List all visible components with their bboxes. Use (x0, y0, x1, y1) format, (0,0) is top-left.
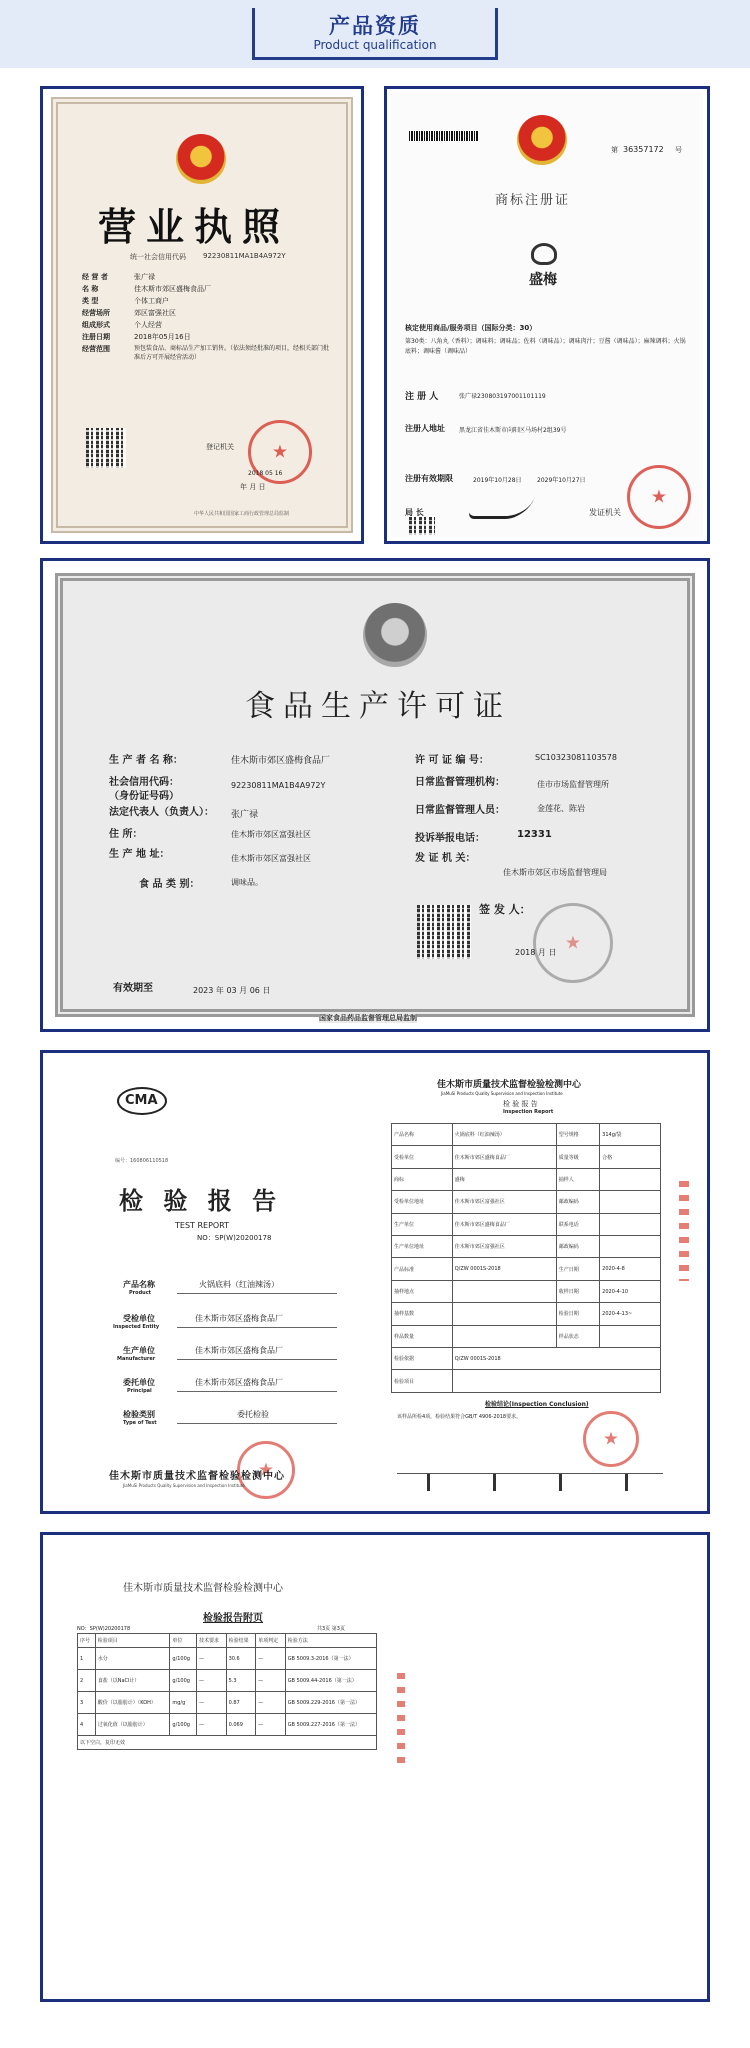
rep: 张广禄 (231, 810, 259, 820)
license-row-value: 个体工商户 (134, 297, 169, 305)
section-header (0, 0, 750, 68)
registration-authority: 登记机关 (206, 443, 234, 451)
attachment-title: 检验报告附页 (203, 1613, 263, 1624)
goods-list: 第30类：八角丸（香料）；调味料；调味品；佐料（调味品）；调味肉汁；豆酱（调味品）；麻辣调料；火锅底料；调味酱（调味品） (405, 338, 686, 355)
red-mark-icon (397, 1673, 405, 1763)
report-row-label-en: Principal (127, 1388, 152, 1394)
report-row-label-en: Manufacturer (117, 1356, 156, 1362)
residence: 佳木斯市郊区富强社区 (231, 830, 311, 839)
license-title: 营业执照 (98, 204, 291, 249)
qr-code-icon (409, 517, 435, 535)
credit-label: 社会信用代码： (109, 777, 179, 788)
table-cell: GB 5009.3-2016（第一法） (285, 1648, 376, 1670)
table-header (78, 1634, 377, 1648)
report-row-label: 受检单位 (123, 1314, 155, 1323)
signature-row-icon (397, 1473, 663, 1491)
license-row (82, 344, 342, 374)
report-row-value: 佳木斯市郊区盛梅食品厂 (195, 1314, 283, 1323)
license-row (82, 284, 342, 296)
brand-name: 盛梅 (529, 272, 557, 288)
address-label: 生 产 地 址： (109, 849, 170, 860)
table-row (78, 1670, 377, 1692)
food-permit-title: 食品生产许可证 (245, 689, 511, 724)
report-row-label: 产品名称 (123, 1280, 155, 1289)
report-title: 检 验 报 告 (119, 1186, 283, 1215)
license-row (82, 308, 342, 320)
license-rows (82, 272, 342, 374)
food-permit-frame (40, 558, 710, 1032)
table-cell: 1 (78, 1648, 96, 1670)
staff: 金莲花、陈岩 (537, 804, 585, 813)
license-footer: 中华人民共和国国家工商行政管理总局监制 (194, 511, 290, 517)
report-row-label-en: Type of Test (123, 1420, 157, 1426)
address-label: 注册人地址 (405, 424, 445, 433)
license-row (82, 296, 342, 308)
official-seal-icon (583, 1411, 639, 1467)
license-row-label: 名 称 (82, 285, 99, 293)
license-row-value: 郊区富强社区 (134, 309, 176, 317)
table-cell: g/100g (170, 1648, 197, 1670)
address: 佳木斯市郊区富强社区 (231, 854, 311, 863)
agency: 佳市市场监督管理所 (537, 780, 609, 789)
table-cell: 2 (78, 1670, 96, 1692)
table-cell: 30.6 (226, 1648, 256, 1670)
report-row-label: 委托单位 (123, 1378, 155, 1387)
attachment-org: 佳木斯市质量技术监督检验检测中心 (123, 1583, 283, 1594)
director-label: 局 长 (405, 508, 424, 517)
issuer: 佳木斯市郊区市场监督管理局 (503, 868, 607, 877)
valid-to: 2029年10月27日 (537, 477, 586, 484)
trademark-number: 36357172 (623, 145, 664, 154)
valid-label: 注册有效期限 (405, 474, 453, 483)
license-row-label: 类 型 (82, 297, 99, 305)
brand-logo-icon (531, 243, 557, 265)
conclusion: 该样品所检4项，检验结果符合GB/T 4906-2018要求。 (397, 1414, 522, 1420)
section-title: 产品资质 (329, 14, 421, 38)
national-emblem-icon (176, 134, 226, 184)
license-row-value: 张广禄 (134, 273, 155, 281)
table-end-note: 以下空白，复印无效 (78, 1736, 377, 1750)
result-table: 产品名称 火锅底料（红油辣汤） 型号规格 314g/袋 受检单位 佳木斯市郊区盛梅食品厂 质量等级 合格 商标 盛梅 抽样人 受检单位地址 佳木斯市郊区富强社区 邮政编码 生产单位 佳木斯市郊区盛梅食品厂 联系电话 生产单位地址 佳木斯市郊区富强社区 邮政编码 产品标准 Q/ZW 0001S-2018 生产日期 2020-4-8 抽样地点 收样日期 2020-4-10 抽样基数 检验日期 2020-4-13~ 样品数量 样品状态 检验依据 Q/ZW 0001S-2018 检验项目 (391, 1123, 661, 1393)
hotline: 12331 (517, 829, 552, 840)
divider (177, 1327, 337, 1328)
table-cell: GB 5009.227-2016（第一法） (285, 1714, 376, 1736)
license-row-value: 2018年05月16日 (134, 333, 191, 341)
goods-label: 核定使用商品/服务项目（国际分类：30） (405, 324, 537, 332)
report-no-small: 编号：160806110518 (115, 1158, 169, 1164)
barcode-icon (409, 131, 479, 141)
table-cell: 0.069 (226, 1714, 256, 1736)
credit: 92230811MA1B4A972Y (231, 781, 326, 790)
license-row-label: 经营范围 (82, 345, 110, 353)
table-cell: g/100g (170, 1714, 197, 1736)
report-title-en: TEST REPORT (175, 1221, 230, 1230)
category: 调味品。 (231, 878, 263, 887)
trademark-number-label: 第 (611, 146, 618, 154)
license-row-label: 经营场所 (82, 309, 110, 317)
permit-no-label: 许 可 证 编 号： (415, 755, 489, 766)
column-header: 序号 (78, 1634, 96, 1648)
table-cell: 3 (78, 1692, 96, 1714)
table-cell: 水分 (95, 1648, 170, 1670)
official-seal-icon (627, 465, 691, 529)
table-cell: — (197, 1670, 227, 1692)
business-license-paper (51, 97, 353, 533)
column-header: 检验方法 (285, 1634, 376, 1648)
license-row (82, 332, 342, 344)
table-cell: mg/g (170, 1692, 197, 1714)
trademark-number-suffix: 号 (675, 146, 682, 154)
column-header: 单项判定 (256, 1634, 286, 1648)
national-emblem-icon (517, 115, 567, 165)
table-cell: 过氧化值（以脂肪计） (95, 1714, 170, 1736)
divider (177, 1293, 337, 1294)
report-row-value: 委托检验 (237, 1410, 269, 1419)
license-credit-code: 92230811MA1B4A972Y (203, 252, 286, 260)
table-cell: 4 (78, 1714, 96, 1736)
table-cell: 食盐（以NaCl计） (95, 1670, 170, 1692)
table-row (78, 1736, 377, 1750)
license-row-value: 个人经营 (134, 321, 162, 329)
license-date: 2018 05 16 (248, 470, 283, 477)
attachment-frame (40, 1532, 710, 2002)
license-row-value: 预包装食品、商标品生产加工销售。（依法须经批准的项目，经相关部门批准后方可开展经营活动） (134, 345, 330, 361)
food-permit-paper (55, 573, 695, 1022)
rep-label: 法定代表人（负责人）： (109, 807, 214, 818)
license-row-label: 注册日期 (82, 333, 110, 341)
license-date-units: 年 月 日 (240, 483, 266, 491)
registrant-label: 注 册 人 (405, 392, 439, 402)
license-row (82, 320, 342, 332)
table-cell: 酸价（以脂肪计）（KOH） (95, 1692, 170, 1714)
table-row (78, 1714, 377, 1736)
table-cell: GB 5009.44-2016（第一法） (285, 1670, 376, 1692)
divider (177, 1359, 337, 1360)
official-seal-icon (533, 903, 613, 983)
residence-label: 住 所： (109, 829, 143, 840)
table-cell: — (256, 1670, 286, 1692)
table-cell: — (197, 1648, 227, 1670)
table-cell: 5.3 (226, 1670, 256, 1692)
attachment-table (77, 1633, 377, 1750)
valid-date: 2023 年 03 月 06 日 (193, 986, 271, 995)
permit-footer: 国家食品药品监督管理总局监制 (319, 1014, 417, 1022)
valid-label: 有效期至 (113, 983, 153, 994)
report-row-label: 生产单位 (123, 1346, 155, 1355)
org-footer: 佳木斯市质量技术监督检验检测中心 (109, 1471, 285, 1482)
issuer-label: 发 证 机 关： (415, 853, 476, 864)
table-cell: — (256, 1692, 286, 1714)
report-row-value: 火锅底料（红油辣汤） (199, 1280, 279, 1289)
table-cell: g/100g (170, 1670, 197, 1692)
table-cell: GB 5009.229-2016（第一法） (285, 1692, 376, 1714)
report-no: NO：SP(W)20200178 (197, 1234, 272, 1242)
column-header: 单位 (170, 1634, 197, 1648)
license-row-label: 组成形式 (82, 321, 110, 329)
column-header: 检验项目 (95, 1634, 170, 1648)
org-footer-en: JiaMuSi Products Quality Supervision and Inspection Institute (123, 1483, 245, 1488)
table-row (78, 1648, 377, 1670)
business-license-frame (40, 86, 364, 544)
trademark-title: 商标注册证 (495, 193, 571, 208)
table-cell: — (256, 1714, 286, 1736)
credit-sub: （身份证号码） (109, 791, 179, 802)
table-cell: — (197, 1692, 227, 1714)
attachment-paper (51, 1543, 699, 1991)
license-credit-label: 统一社会信用代码 (130, 253, 186, 261)
license-row-label: 经 营 者 (82, 273, 108, 281)
issuer: 发证机关 (589, 508, 621, 517)
hotline-label: 投诉举报电话： (415, 833, 485, 844)
national-emblem-icon (363, 603, 427, 667)
staff-label: 日常监督管理人员： (415, 805, 505, 816)
test-report-frame (40, 1050, 710, 1514)
table-cell: — (197, 1714, 227, 1736)
right-org-en: JiaMuSi Products Quality Supervision and Inspection Institute (441, 1091, 563, 1096)
category-label: 食 品 类 别： (139, 879, 200, 890)
license-row (82, 272, 342, 284)
section-subtitle: Product qualification (313, 38, 437, 52)
signer-label: 签 发 人： (479, 903, 531, 916)
valid-from: 2019年10月28日 (473, 477, 522, 484)
test-report-result-page (383, 1061, 703, 1503)
right-title-en: Inspection Report (503, 1109, 554, 1115)
test-report-cover (51, 1061, 371, 1503)
table-cell: — (256, 1648, 286, 1670)
license-row-value: 佳木斯市郊区盛梅食品厂 (134, 285, 211, 293)
agency-label: 日常监督管理机构： (415, 777, 505, 788)
trademark-certificate-frame (384, 86, 710, 544)
report-row-value: 佳木斯市郊区盛梅食品厂 (195, 1346, 283, 1355)
report-row-label-en: Product (129, 1290, 152, 1296)
red-mark-icon (679, 1181, 689, 1281)
column-header: 技术要求 (197, 1634, 227, 1648)
divider (177, 1423, 337, 1424)
divider (177, 1391, 337, 1392)
issue-date: 2018 月 日 (515, 948, 557, 957)
column-header: 检验结果 (226, 1634, 256, 1648)
table-cell: 0.87 (226, 1692, 256, 1714)
producer-label: 生 产 者 名 称： (109, 755, 183, 766)
cma-mark: CMA (125, 1093, 158, 1108)
registrant: 张广禄230803197001101119 (459, 393, 546, 400)
permit-no: SC10323081103578 (535, 753, 617, 762)
report-row-value: 佳木斯市郊区盛梅食品厂 (195, 1378, 283, 1387)
report-row-label: 检验类别 (123, 1410, 155, 1419)
attachment-page: 共3页 第3页 (317, 1626, 345, 1632)
attachment-no: NO：SP(W)20200178 (77, 1626, 131, 1632)
qr-code-icon (86, 428, 126, 468)
trademark-paper (391, 93, 703, 537)
right-org: 佳木斯市质量技术监督检验检测中心 (437, 1080, 582, 1090)
title-box (252, 8, 498, 60)
qr-code-icon (417, 905, 471, 959)
address: 黑龙江省佳木斯市向阳区马场村2组39号 (459, 427, 567, 434)
table-row (78, 1692, 377, 1714)
right-title: 检 验 报 告 (503, 1100, 538, 1108)
producer: 佳木斯市郊区盛梅食品厂 (231, 756, 331, 766)
signature-icon (467, 497, 535, 519)
conclusion-label: 检验结论(Inspection Conclusion) (485, 1401, 589, 1408)
report-row-label-en: Inspected Entity (113, 1324, 160, 1330)
